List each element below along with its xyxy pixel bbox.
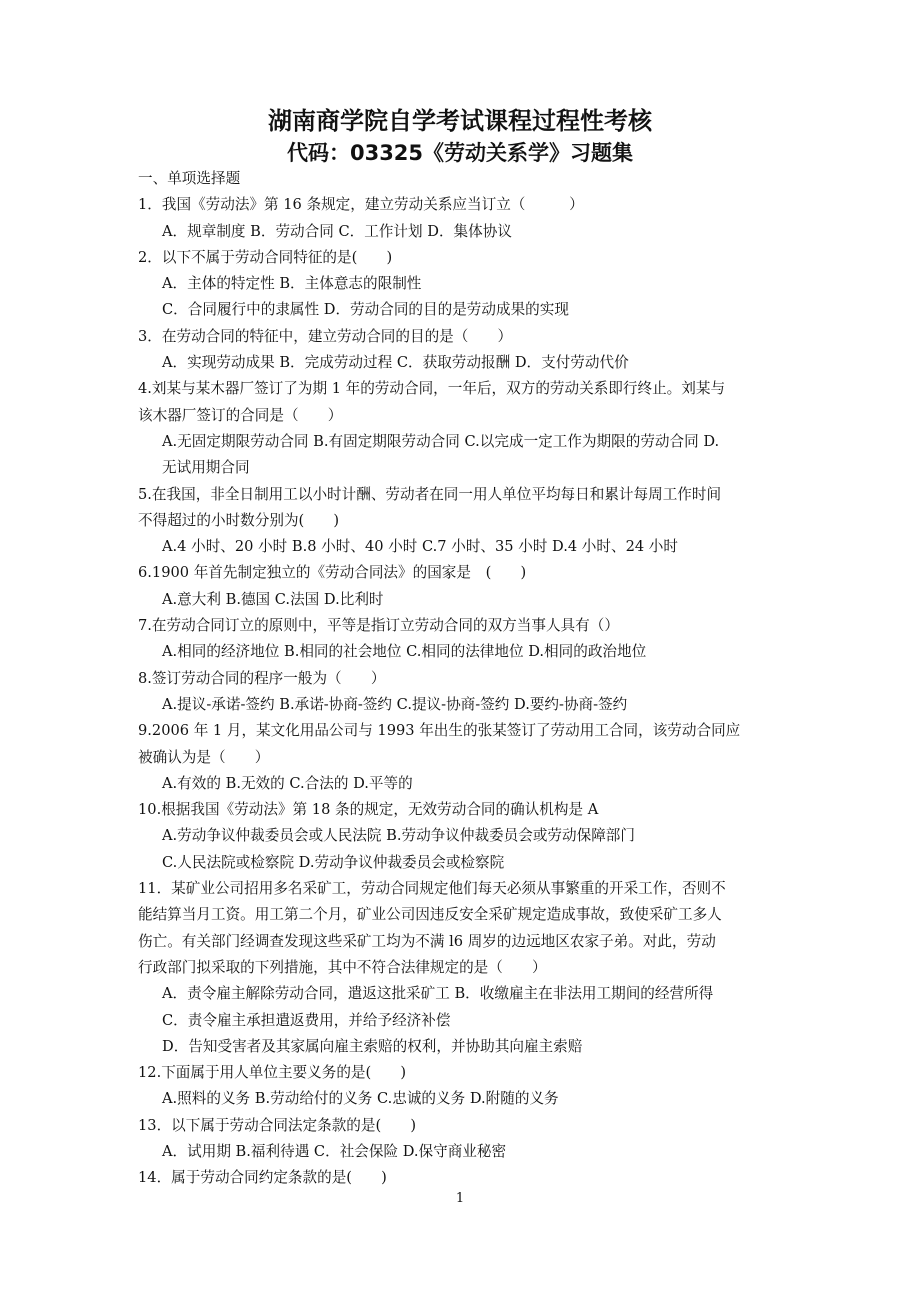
question-line: 6.1900 年首先制定独立的《劳动合同法》的国家是 ( ) <box>138 564 527 582</box>
option-line: A.劳动争议仲裁委员会或人民法院 B.劳动争议仲裁委员会或劳动保障部门 <box>162 827 635 845</box>
question-line: 8.签订劳动合同的程序一般为（ ） <box>138 669 386 687</box>
question-line: 被确认为是（ ） <box>138 748 270 766</box>
option-line: A.无固定期限劳动合同 B.有固定期限劳动合同 C.以完成一定工作为期限的劳动合同 D. <box>162 432 720 450</box>
option-line: A.4 小时、20 小时 B.8 小时、40 小时 C.7 小时、35 小时 D.4 小时、24 小时 <box>162 538 678 556</box>
question-line: 伤亡。有关部门经调查发现这些采矿工均为不满 l6 周岁的边远地区农家子弟。对此，劳动 <box>138 932 716 950</box>
option-line: A．试用期 B.福利待遇 C．社会保险 D.保守商业秘密 <box>162 1142 507 1160</box>
question-line: 13．以下属于劳动合同法定条款的是( ) <box>138 1116 417 1134</box>
option-line: A．主体的特定性 B．主体意志的限制性 <box>162 275 422 293</box>
option-line: A.提议-承诺-签约 B.承诺-协商-签约 C.提议-协商-签约 D.要约-协商-签约 <box>162 695 628 713</box>
section-heading: 一、单项选择题 <box>138 170 241 187</box>
option-line: A．实现劳动成果 B．完成劳动过程 C．获取劳动报酬 D．支付劳动代价 <box>162 354 629 372</box>
option-line: A.有效的 B.无效的 C.合法的 D.平等的 <box>162 774 413 792</box>
option-line: A．责令雇主解除劳动合同，遣返这批采矿工 B．收缴雇主在非法用工期间的经营所得 <box>162 985 714 1003</box>
question-line: 3．在劳动合同的特征中，建立劳动合同的目的是（ ） <box>138 327 513 345</box>
document-body <box>138 166 784 1192</box>
option-line: C．合同履行中的隶属性 D．劳动合同的目的是劳动成果的实现 <box>162 301 569 319</box>
option-line: A.意大利 B.德国 C.法国 D.比利时 <box>162 590 384 608</box>
question-line: 能结算当月工资。用工第二个月，矿业公司因违反安全采矿规定造成事故，致使采矿工多人 <box>138 906 722 924</box>
question-line: 7.在劳动合同订立的原则中，平等是指订立劳动合同的双方当事人具有（） <box>138 617 619 635</box>
question-line: 1．我国《劳动法》第 16 条规定，建立劳动关系应当订立（ ） <box>138 196 584 214</box>
question-line: 12.下面属于用人单位主要义务的是( ) <box>138 1064 407 1082</box>
question-line: 该木器厂签订的合同是（ ） <box>138 406 343 424</box>
option-line: D．告知受害者及其家属向雇主索赔的权利，并协助其向雇主索赔 <box>162 1037 583 1055</box>
option-line: A.照料的义务 B.劳动给付的义务 C.忠诚的义务 D.附随的义务 <box>162 1090 559 1108</box>
question-line: 不得超过的小时数分别为( ) <box>138 511 340 529</box>
question-line: 14．属于劳动合同约定条款的是( ) <box>138 1169 387 1187</box>
question-line: 5.在我国，非全日制用工以小时计酬、劳动者在同一用人单位平均每日和累计每周工作时间 <box>138 485 722 503</box>
option-line: C．责令雇主承担遣返费用，并给予经济补偿 <box>162 1011 451 1029</box>
question-line: 10.根据我国《劳动法》第 18 条的规定，无效劳动合同的确认机构是 A <box>138 801 599 819</box>
document-subtitle: 代码：03325《劳动关系学》习题集 <box>286 141 634 165</box>
option-line: A.相同的经济地位 B.相同的社会地位 C.相同的法律地位 D.相同的政治地位 <box>162 643 647 661</box>
page-number: 1 <box>455 1191 465 1206</box>
question-line: 9.2006 年 1 月，某文化用品公司与 1993 年出生的张某签订了劳动用工合同，该劳动合同应 <box>138 722 741 740</box>
question-line: 行政部门拟采取的下列措施，其中不符合法律规定的是（ ） <box>138 958 547 976</box>
document-title: 湖南商学院自学考试课程过程性考核 <box>268 107 652 135</box>
option-line: C.人民法院或检察院 D.劳动争议仲裁委员会或检察院 <box>162 853 505 871</box>
question-line: 4.刘某与某木器厂签订了为期 1 年的劳动合同，一年后，双方的劳动关系即行终止。刘某与 <box>138 380 726 398</box>
question-line: 2．以下不属于劳动合同特征的是( ) <box>138 248 393 266</box>
question-line: 11．某矿业公司招用多名采矿工，劳动合同规定他们每天必须从事繁重的开采工作，否则不 <box>138 880 726 898</box>
option-line: 无试用期合同 <box>162 459 250 477</box>
option-line: A．规章制度 B．劳动合同 C．工作计划 D．集体协议 <box>162 222 512 240</box>
